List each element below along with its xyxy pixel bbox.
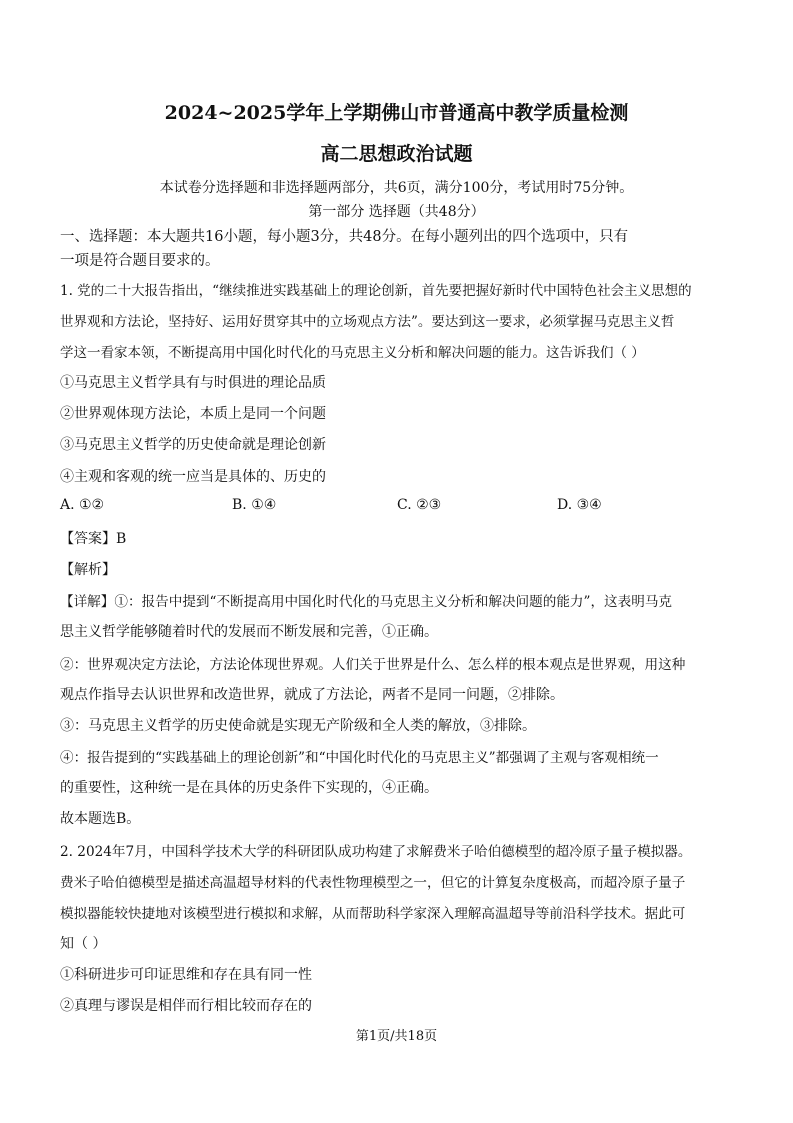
- q1-statement-2: ②世界观体现方法论，本质上是同一个问题: [60, 406, 326, 422]
- q1-detail-line6: ④：报告提到的“实践基础上的理论创新”和“中国化时代化的马克思主义”都强调了主观与客观相统一: [60, 750, 659, 766]
- q2-statement-2: ②真理与谬误是相伴而行相比较而存在的: [60, 998, 312, 1014]
- q2-stem-line2: 费米子哈伯德模型是描述高温超导材料的代表性物理模型之一，但它的计算复杂度极高，而超冷原子量子: [60, 875, 686, 891]
- q1-detail-line3: ②：世界观决定方法论，方法论体现世界观。人们关于世界是什么、怎么样的根本观点是世界观，用这种: [60, 657, 686, 673]
- q1-detail-line1: 【详解】①：报告中提到“不断提高用中国化时代化的马克思主义分析和解决问题的能力”，这表明马克: [60, 594, 673, 610]
- q2-stem-line1: 2. 2024年7月，中国科学技术大学的科研团队成功构建了求解费米子哈伯德模型的超冷原子量子模拟器。: [60, 844, 692, 860]
- part-heading: 第一部分 选择题（共48分）: [308, 204, 485, 220]
- section-instructions-line2: 一项是符合题目要求的。: [60, 253, 220, 269]
- q1-statement-3: ③马克思主义哲学的历史使命就是理论创新: [60, 437, 326, 453]
- q1-detail-line7: 的重要性，这种统一是在具体的历史条件下实现的，④正确。: [60, 780, 438, 796]
- q1-analysis-label: 【解析】: [60, 562, 116, 578]
- page-number: 第1页/共18页: [355, 1029, 438, 1044]
- exam-subtitle: 高二思想政治试题: [320, 143, 473, 165]
- q1-stem-line3: 学这一看家本领，不断提高用中国化时代化的马克思主义分析和解决问题的能力。这告诉我们（ ）: [60, 345, 645, 361]
- q1-option-d: D. ③④: [557, 497, 602, 513]
- q1-answer: 【答案】B: [60, 531, 127, 547]
- exam-title: 2024~2025学年上学期佛山市普通高中教学质量检测: [164, 102, 629, 124]
- exam-info: 本试卷分选择题和非选择题两部分，共6页，满分100分，考试用时75分钟。: [159, 180, 634, 196]
- q1-option-c: C. ②③: [397, 497, 442, 513]
- q2-stem-line3: 模拟器能较快捷地对该模型进行模拟和求解，从而帮助科学家深入理解高温超导等前沿科学技术。据此可: [60, 906, 686, 922]
- q1-detail-line5: ③：马克思主义哲学的历史使命就是实现无产阶级和全人类的解放，③排除。: [60, 718, 536, 734]
- q1-stem-line2: 世界观和方法论，坚持好、运用好贯穿其中的立场观点方法”。要达到这一要求，必须掌握马克思主义哲: [60, 314, 675, 330]
- q1-detail-line2: 思主义哲学能够随着时代的发展而不断发展和完善，①正确。: [60, 624, 438, 640]
- q1-statement-4: ④主观和客观的统一应当是具体的、历史的: [60, 469, 326, 485]
- q1-stem-line1: 1. 党的二十大报告指出，“继续推进实践基础上的理论创新，首先要把握好新时代中国特色社会主义思想的: [60, 283, 692, 299]
- q1-statement-1: ①马克思主义哲学具有与时俱进的理论品质: [60, 375, 326, 391]
- q1-option-b: B. ①④: [232, 497, 277, 513]
- q2-statement-1: ①科研进步可印证思维和存在具有同一性: [60, 967, 312, 983]
- q1-detail-line4: 观点作指导去认识世界和改造世界，就成了方法论，两者不是同一问题，②排除。: [60, 687, 564, 703]
- q1-option-a: A. ①②: [60, 497, 105, 513]
- q1-conclusion: 故本题选B。: [60, 811, 141, 827]
- q2-stem-line4: 知（ ）: [60, 936, 107, 952]
- section-instructions-line1: 一、选择题：本大题共16小题，每小题3分，共48分。在每小题列出的四个选项中，只有: [60, 229, 629, 245]
